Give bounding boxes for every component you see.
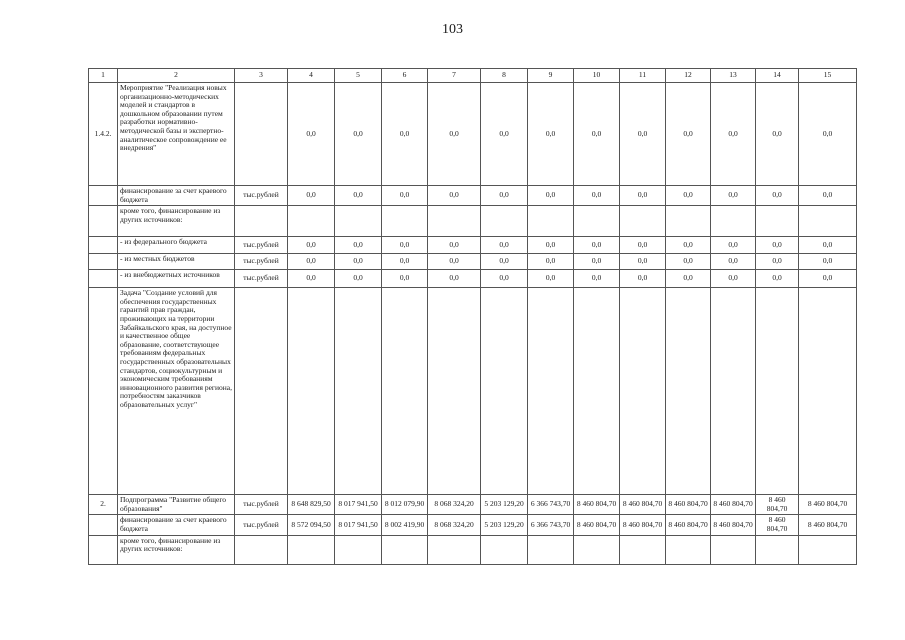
value-cell [620, 535, 666, 564]
value-cell: 0,0 [335, 254, 382, 270]
value-cell: 0,0 [382, 237, 428, 254]
unit-cell: тыс.рублей [235, 254, 288, 270]
value-cell: 8 460 804,70 [711, 495, 756, 515]
value-cell: 8 068 324,20 [428, 495, 481, 515]
row-number-cell: 2. [89, 495, 118, 515]
value-cell: 0,0 [481, 83, 528, 186]
value-cell: 6 366 743,70 [528, 515, 574, 535]
value-cell [481, 206, 528, 237]
value-cell [799, 535, 857, 564]
description-cell: кроме того, финансирование из других источников: [118, 535, 235, 564]
value-cell: 8 460 804,70 [666, 495, 711, 515]
value-cell: 0,0 [382, 254, 428, 270]
description-cell: - из федерального бюджета [118, 237, 235, 254]
unit-cell: тыс.рублей [235, 270, 288, 288]
description-cell: Задача "Создание условий для обеспечения государственных гарантий прав граждан, проживающих на территории Забайкальского края, на доступное и качественное общее образование, соответствующее требованиям федеральных государственных образовательных стандартов, социокультурным и экономическим требованиям инновационного развития региона, потребностям заказчиков образовательных услуг" [118, 288, 235, 495]
description-cell: - из местных бюджетов [118, 254, 235, 270]
unit-cell [235, 83, 288, 186]
value-cell: 8 002 419,90 [382, 515, 428, 535]
description-cell: - из внебюджетных источников [118, 270, 235, 288]
value-cell [528, 535, 574, 564]
value-cell [428, 206, 481, 237]
value-cell: 8 648 829,50 [288, 495, 335, 515]
value-cell: 0,0 [382, 83, 428, 186]
value-cell [428, 288, 481, 495]
description-cell: кроме того, финансирование из других источников: [118, 206, 235, 237]
financing-table [88, 68, 857, 565]
value-cell [666, 206, 711, 237]
unit-cell: тыс.рублей [235, 515, 288, 535]
page-number: 103 [442, 22, 463, 37]
value-cell [711, 535, 756, 564]
header-cell: 5 [335, 69, 382, 83]
value-cell: 0,0 [620, 270, 666, 288]
value-cell: 0,0 [335, 83, 382, 186]
value-cell: 0,0 [620, 83, 666, 186]
value-cell [620, 206, 666, 237]
value-cell: 0,0 [428, 186, 481, 206]
value-cell: 0,0 [711, 186, 756, 206]
value-cell: 6 366 743,70 [528, 495, 574, 515]
value-cell [528, 288, 574, 495]
value-cell: 0,0 [620, 186, 666, 206]
description-cell: Подпрограмма "Развитие общего образования" [118, 495, 235, 515]
value-cell: 0,0 [756, 83, 799, 186]
value-cell: 0,0 [382, 270, 428, 288]
table-row [89, 270, 857, 288]
header-cell: 12 [666, 69, 711, 83]
table-row [89, 83, 857, 186]
row-number-cell [89, 270, 118, 288]
value-cell: 0,0 [756, 237, 799, 254]
value-cell: 0,0 [335, 270, 382, 288]
value-cell: 8 460 804,70 [799, 515, 857, 535]
value-cell: 0,0 [666, 254, 711, 270]
value-cell: 0,0 [428, 83, 481, 186]
value-cell: 0,0 [574, 186, 620, 206]
row-number-cell [89, 288, 118, 495]
value-cell: 0,0 [574, 83, 620, 186]
value-cell: 5 203 129,20 [481, 515, 528, 535]
unit-cell: тыс.рублей [235, 186, 288, 206]
value-cell: 0,0 [481, 270, 528, 288]
value-cell: 0,0 [666, 237, 711, 254]
header-cell: 4 [288, 69, 335, 83]
value-cell: 8 460 804,70 [574, 495, 620, 515]
value-cell: 8 460 804,70 [620, 515, 666, 535]
value-cell [799, 206, 857, 237]
value-cell [711, 288, 756, 495]
value-cell: 0,0 [666, 186, 711, 206]
value-cell: 5 203 129,20 [481, 495, 528, 515]
row-number-cell [89, 186, 118, 206]
value-cell: 0,0 [711, 83, 756, 186]
value-cell: 0,0 [528, 237, 574, 254]
header-cell: 15 [799, 69, 857, 83]
value-cell: 0,0 [756, 254, 799, 270]
unit-cell [235, 206, 288, 237]
description-cell: финансирование за счет краевого бюджета [118, 186, 235, 206]
value-cell [620, 288, 666, 495]
header-cell: 1 [89, 69, 118, 83]
value-cell: 0,0 [428, 237, 481, 254]
value-cell: 0,0 [799, 254, 857, 270]
value-cell: 0,0 [620, 254, 666, 270]
value-cell [574, 535, 620, 564]
value-cell: 8 460 804,70 [620, 495, 666, 515]
value-cell: 0,0 [288, 83, 335, 186]
header-cell: 9 [528, 69, 574, 83]
value-cell: 0,0 [799, 237, 857, 254]
value-cell [288, 535, 335, 564]
unit-cell: тыс.рублей [235, 237, 288, 254]
value-cell [666, 535, 711, 564]
table-row [89, 186, 857, 206]
table-row [89, 206, 857, 237]
value-cell: 0,0 [574, 254, 620, 270]
value-cell: 0,0 [481, 186, 528, 206]
table-row [89, 254, 857, 270]
header-cell: 14 [756, 69, 799, 83]
value-cell: 8 460 804,70 [756, 495, 799, 515]
value-cell [382, 535, 428, 564]
description-cell: Мероприятие "Реализация новых организационно-методических моделей и стандартов в дошкольном образовании путем разработки нормативно-методической базы и экспертно-аналитическое сопровождение ее внедрения" [118, 83, 235, 186]
value-cell [428, 535, 481, 564]
value-cell: 8 068 324,20 [428, 515, 481, 535]
value-cell [756, 535, 799, 564]
header-cell: 7 [428, 69, 481, 83]
header-row [89, 69, 857, 83]
value-cell: 8 017 941,50 [335, 515, 382, 535]
value-cell: 8 460 804,70 [756, 515, 799, 535]
unit-cell: тыс.рублей [235, 495, 288, 515]
value-cell: 0,0 [711, 237, 756, 254]
value-cell: 0,0 [711, 254, 756, 270]
table-row [89, 237, 857, 254]
value-cell: 8 017 941,50 [335, 495, 382, 515]
value-cell [335, 206, 382, 237]
header-cell: 10 [574, 69, 620, 83]
value-cell: 8 460 804,70 [799, 495, 857, 515]
value-cell [756, 288, 799, 495]
row-number-cell [89, 254, 118, 270]
row-number-cell [89, 206, 118, 237]
value-cell: 8 460 804,70 [711, 515, 756, 535]
value-cell: 0,0 [620, 237, 666, 254]
header-cell: 11 [620, 69, 666, 83]
value-cell: 8 460 804,70 [666, 515, 711, 535]
value-cell: 0,0 [428, 270, 481, 288]
value-cell: 0,0 [335, 237, 382, 254]
value-cell [528, 206, 574, 237]
row-number-cell: 1.4.2. [89, 83, 118, 186]
value-cell: 0,0 [528, 254, 574, 270]
row-number-cell [89, 515, 118, 535]
value-cell [481, 288, 528, 495]
value-cell: 0,0 [528, 83, 574, 186]
row-number-cell [89, 237, 118, 254]
header-cell: 2 [118, 69, 235, 83]
value-cell: 0,0 [528, 186, 574, 206]
value-cell: 0,0 [481, 254, 528, 270]
value-cell [574, 288, 620, 495]
value-cell [666, 288, 711, 495]
value-cell: 0,0 [288, 254, 335, 270]
value-cell: 0,0 [799, 83, 857, 186]
value-cell: 0,0 [335, 186, 382, 206]
value-cell: 0,0 [799, 186, 857, 206]
value-cell: 0,0 [666, 270, 711, 288]
value-cell: 0,0 [799, 270, 857, 288]
value-cell: 0,0 [288, 270, 335, 288]
value-cell [335, 288, 382, 495]
value-cell: 8 012 079,90 [382, 495, 428, 515]
row-number-cell [89, 535, 118, 564]
value-cell: 0,0 [574, 270, 620, 288]
description-cell: финансирование за счет краевого бюджета [118, 515, 235, 535]
value-cell: 8 460 804,70 [574, 515, 620, 535]
value-cell [799, 288, 857, 495]
value-cell: 0,0 [481, 237, 528, 254]
value-cell [574, 206, 620, 237]
value-cell: 8 572 094,50 [288, 515, 335, 535]
value-cell [288, 288, 335, 495]
value-cell [756, 206, 799, 237]
value-cell: 0,0 [288, 237, 335, 254]
table-row [89, 515, 857, 535]
value-cell: 0,0 [756, 186, 799, 206]
table-row [89, 535, 857, 564]
table-row [89, 495, 857, 515]
value-cell: 0,0 [288, 186, 335, 206]
header-cell: 6 [382, 69, 428, 83]
value-cell [288, 206, 335, 237]
value-cell [481, 535, 528, 564]
value-cell: 0,0 [574, 237, 620, 254]
value-cell: 0,0 [382, 186, 428, 206]
value-cell: 0,0 [711, 270, 756, 288]
header-cell: 8 [481, 69, 528, 83]
value-cell: 0,0 [528, 270, 574, 288]
header-cell: 3 [235, 69, 288, 83]
value-cell: 0,0 [428, 254, 481, 270]
value-cell: 0,0 [666, 83, 711, 186]
value-cell [382, 206, 428, 237]
value-cell [335, 535, 382, 564]
value-cell [711, 206, 756, 237]
unit-cell [235, 288, 288, 495]
table-row [89, 288, 857, 495]
unit-cell [235, 535, 288, 564]
value-cell [382, 288, 428, 495]
header-cell: 13 [711, 69, 756, 83]
value-cell: 0,0 [756, 270, 799, 288]
